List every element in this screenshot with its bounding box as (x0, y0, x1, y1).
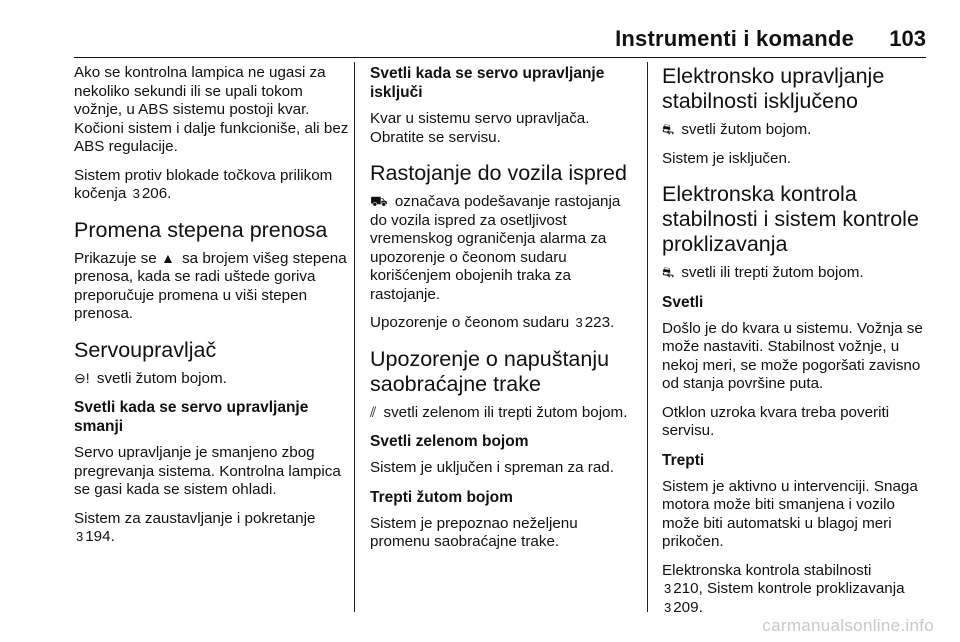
vehicle-ahead-icon: ⛟ (370, 193, 388, 209)
steering-off-paragraph: Kvar u sistemu servo upravljača. Obratite se servisu. (370, 110, 590, 146)
flash-yellow-paragraph: Sistem je prepoznao neželjenu promenu saobraćajne trake. (370, 514, 578, 550)
abs-reference-page: 206. (141, 185, 172, 202)
abs-reference-paragraph (74, 167, 349, 204)
flash-yellow-heading: Trepti žutom bojom (370, 488, 513, 506)
esc-off-paragraph (662, 120, 930, 140)
tcs-reference-page: 209. (673, 598, 703, 616)
watermark: carmanualsonline.info (762, 616, 934, 635)
power-steering-paragraph (74, 369, 349, 389)
page-reference-icon: 3 (575, 315, 583, 330)
blink-heading: Trepti (662, 451, 705, 469)
steering-reduced-paragraph: Servo upravljanje je smanjeno zbog pregrevanja sistema. Kontrolna lampica se gasi kada se sistem ohladi. (74, 444, 341, 498)
lane-departure-icon: ⫽ (370, 403, 377, 420)
lit-paragraph-1: Došlo je do kvara u sistemu. Vožnja se može nastaviti. Stabilnost vožnje, u nekoj meri, se može pogoršati zavisno od stanja površine puta. (662, 319, 923, 392)
abs-reference-text: Sistem protiv blokade točkova prilikom kočenja (74, 166, 333, 202)
esc-reference-text: Elektronska kontrola stabilnosti (662, 561, 872, 579)
steering-off-heading: Svetli kada se servo upravljanje isključi (370, 65, 605, 101)
column-2 (370, 64, 640, 562)
esc-tcs-text: svetli ili trepti žutom bojom. (681, 264, 864, 281)
lane-departure-paragraph (370, 403, 640, 423)
esc-off-heading: Elektronsko upravljanje stabilnosti isključeno (662, 64, 885, 113)
collision-reference-text: Upozorenje o čeonom sudaru (370, 314, 570, 331)
column-divider-1 (354, 62, 355, 612)
power-steering-heading: Servoupravljač (74, 337, 217, 362)
lane-departure-text: svetli zelenom ili trepti žutom bojom. (383, 403, 628, 421)
lit-heading: Svetli (662, 293, 704, 311)
following-distance-paragraph (370, 192, 640, 304)
lit-green-paragraph: Sistem je uključen i spreman za rad. (370, 459, 614, 476)
following-distance-heading: Rastojanje do vozila ispred (370, 161, 627, 185)
page-reference-icon: 3 (664, 581, 672, 596)
column-1 (74, 64, 349, 557)
power-steering-icon: ⊖! (74, 369, 90, 386)
section-title: Instrumenti i komande (615, 26, 854, 51)
esc-off-icon: ⛐ (662, 121, 675, 137)
esc-off-text: svetli žutom bojom. (681, 121, 812, 138)
esc-tcs-paragraph (662, 263, 930, 283)
esc-tcs-heading: Elektronska kontrola stabilnosti i sistem kontrole proklizavanja (662, 182, 919, 256)
lit-green-heading: Svetli zelenom bojom (370, 433, 529, 450)
steering-reduced-heading: Svetli kada se servo upravljanje smanji (74, 399, 309, 435)
page-reference-icon: 3 (132, 186, 140, 201)
power-steering-text: svetli žutom bojom. (96, 369, 227, 387)
page-number: 103 (889, 26, 926, 51)
stop-start-text: Sistem za zaustavljanje i pokretanje (74, 509, 316, 527)
gear-up-icon: ▲ (160, 249, 175, 266)
page-header (0, 0, 960, 58)
stop-start-paragraph (74, 510, 349, 547)
esc-skid-icon: ⛐ (662, 264, 675, 280)
page-reference-icon: 3 (76, 529, 84, 544)
header-divider (74, 57, 926, 58)
esc-reference-page: 210, Sistem kontrole proklizavanja (673, 580, 905, 597)
collision-reference-paragraph (370, 314, 640, 333)
following-distance-text: označava podešavanje rastojanja do vozila ispred za osetljivost vremenskog ograničenja alarma za upozorenje o čeonom sudaru korišćenjem obojenih traka za rastojanje. (370, 193, 621, 303)
collision-reference-page: 223. (584, 314, 615, 331)
gear-shift-heading: Promena stepena prenosa (74, 217, 328, 242)
lit-paragraph-2: Otklon uzroka kvara treba poveriti servisu. (662, 403, 890, 439)
stop-start-page: 194. (85, 528, 115, 545)
blink-paragraph-1: Sistem je aktivno u intervenciji. Snaga motora može biti smanjena i vozilo može biti automatski u blagoj meri prikočen. (662, 477, 918, 550)
abs-warning-paragraph: Ako se kontrolna lampica ne ugasi za nekoliko sekundi ili se upali tokom vožnje, u ABS sistemu postoji kvar. Kočioni sistem i dalje funkcioniše, ali bez ABS regulacije. (74, 64, 349, 155)
blink-reference-paragraph (662, 562, 930, 618)
gear-text-b: sa brojem višeg stepena prenosa, kada se radi uštede goriva preporučuje promena u viši stepen prenosa. (74, 249, 347, 322)
gear-shift-paragraph (74, 249, 349, 324)
gear-text-a: Prikazuje se (74, 249, 157, 267)
column-3 (662, 64, 930, 627)
page-reference-icon: 3 (664, 599, 672, 615)
lane-departure-heading: Upozorenje o napuštanju saobraćajne trake (370, 346, 610, 396)
esc-off-status: Sistem je isključen. (662, 149, 792, 167)
column-divider-2 (647, 62, 648, 612)
